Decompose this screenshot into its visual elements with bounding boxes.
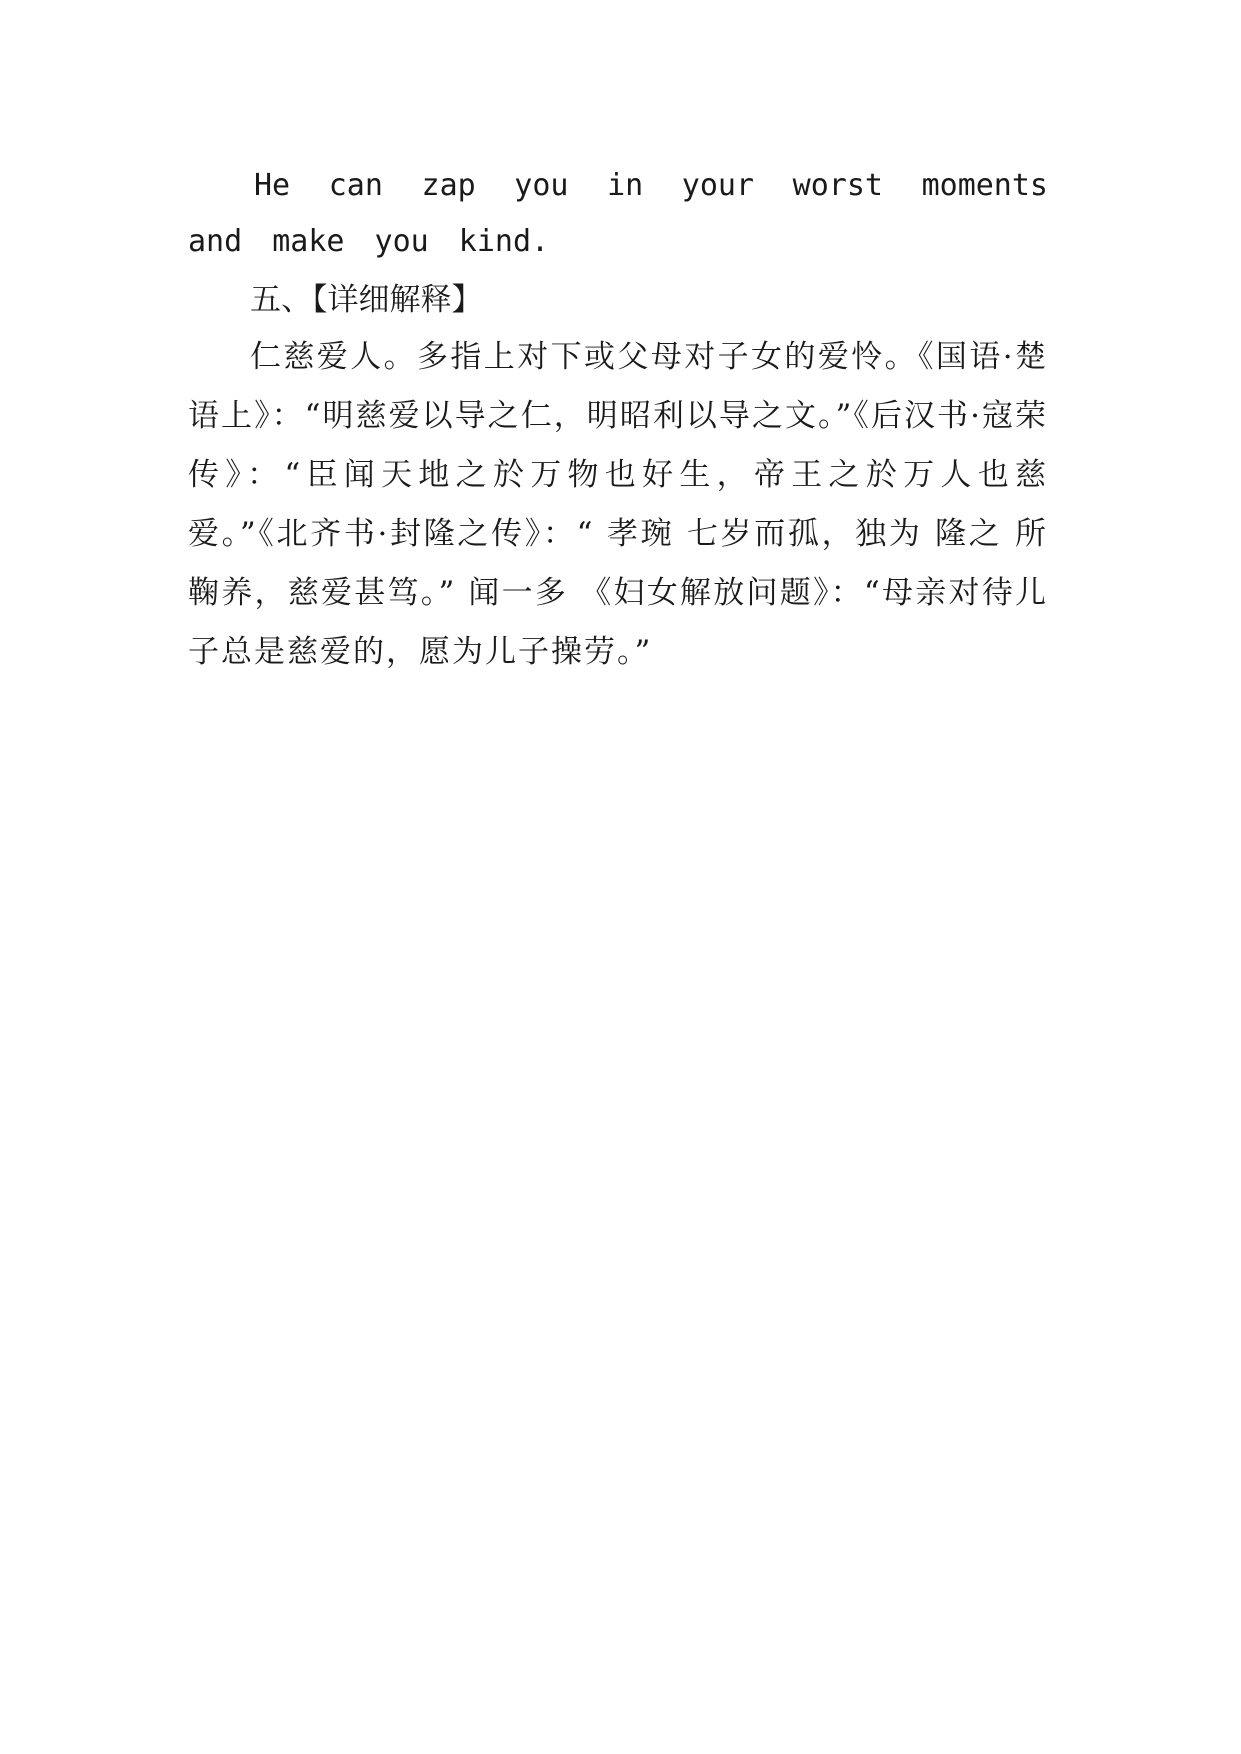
english-paragraph: He can zap you in your worst moments and make you kind. xyxy=(188,168,1048,259)
page-content xyxy=(188,158,1048,682)
section-heading: 五、【详细解释】 xyxy=(250,282,483,318)
chinese-paragraph: 仁慈爱人。多指上对下或父母对子女的爱怜。《国语·楚语上》：“明慈爱以导之仁，明昭利以导之文。”《后汉书·寇荣传》：“臣闻天地之於万物也好生，帝王之於万人也慈爱。”《北齐书·封隆之传》：“ 孝琬 七岁而孤，独为 隆之 所鞠养，慈爱甚笃。” 闻一多 《妇女解放问题》：“母亲对待儿子总是慈爱的，愿为儿子操劳。” xyxy=(188,339,1048,670)
